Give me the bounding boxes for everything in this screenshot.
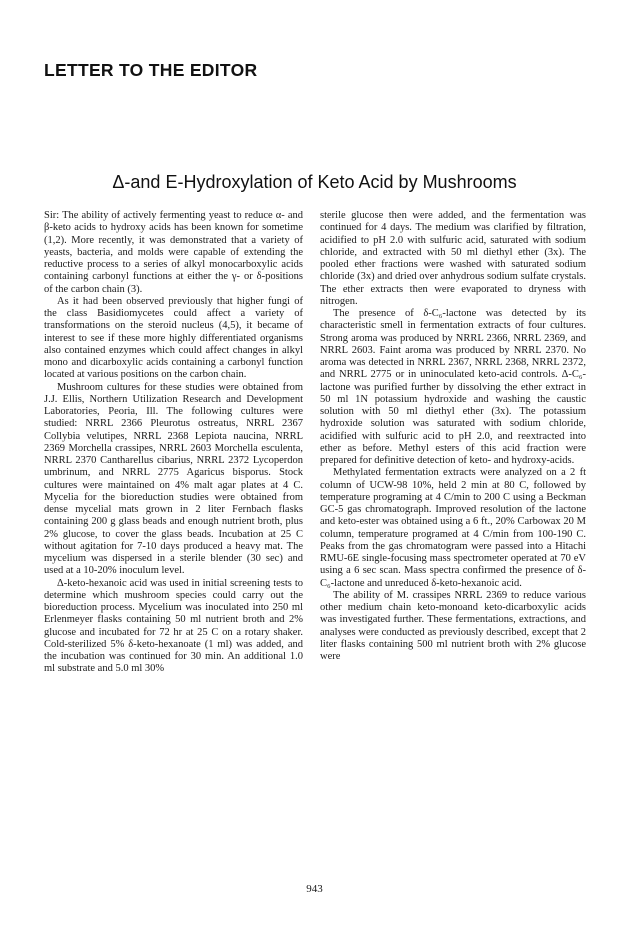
right-column xyxy=(320,210,586,663)
paragraph: Mushroom cultures for these studies were obtained from J.J. Ellis, Northern Utilization Research and Development Laboratories, Peoria, Ill. The following cultures were studied: NRRL 2366 Pleurotus ostreatus, NRRL 2367 Collybia velutipes, NRRL 2368 Lepiota naucina, NRRL 2369 Morchella crassipes, NRRL 2603 Morchella esculenta, NRRL 2370 Cantharellus cibarius, NRRL 2372 Lycoperdon umbrinum, and NRRL 2775 Agaricus bisporus. Stock cultures were maintained on 4% malt agar plates at 4 C. Mycelia for the bioreduction studies were obtained from dense mycelial mats grown in 2 liter Fernbach flasks containing 200 g glass beads and enough nutrient broth, plus 2% glucose, to cover the glass beads. Incubation at 25 C without agitation for 7-10 days produced a heavy mat. The mycelium was dispersed in a sterile blender (30 sec) and used at a 10-20% inoculum level. xyxy=(44,381,303,577)
paragraph: Δ-keto-hexanoic acid was used in initial screening tests to determine which mushroom species could carry out the bioreduction process. Mycelium was inoculated into 250 ml Erlenmeyer flasks containing 50 ml nutrient broth and 2% glucose and incubated for 72 hr at 25 C on a rotary shaker. Cold-sterilized 5% δ-keto-hexanoate (1 ml) was added, and the incubation was continued for 30 min. An additional 1.0 ml substrate and 5.0 ml 30% xyxy=(44,577,303,675)
page-number: 943 xyxy=(306,883,323,895)
paragraph: As it had been observed previously that higher fungi of the class Basidiomycetes could affect a variety of transformations on the steroid nucleus (4,5), it became of interest to see if these more highly differentiated organisms also contained enzymes which could affect changes in alkyl mono and dicarboxylic acids containing a carbonyl function located at various positions on the carbon chain. xyxy=(44,295,303,381)
paragraph: The ability of M. crassipes NRRL 2369 to reduce various other medium chain keto-monoand keto-dicarboxylic acids was investigated further. These fermentations, extractions, and analyses were conducted as previously described, except that 2 liter flasks containing 500 ml nutrient broth with 2% glucose were xyxy=(320,589,586,662)
paragraph: sterile glucose then were added, and the fermentation was continued for 4 days. The medium was clarified by filtration, acidified to pH 2.0 with sulfuric acid, saturated with sodium chloride, and extracted with 50 ml diethyl ether (3x). The pooled ether fractions were washed with saturated sodium chloride (3x) and dried over anhydrous sodium sulfate crystals. The ether extracts then were evaporated to dryness with nitrogen. xyxy=(320,210,586,307)
paragraph: Methylated fermentation extracts were analyzed on a 2 ft column of UCW-98 10%, held 2 min at 80 C, followed by temperature programing at 4 C/min to 200 C using a Beckman GC-5 gas chromatograph. Improved resolution of the lactone and keto-ester was obtained using a 6 ft., 20% Carbowax 20 M column, temperature programed at 4 C/min from 100-190 C. Peaks from the gas chromatogram were passed into a Hitachi RMU-6E single-focusing mass spectrometer operated at 70 eV using a 6 sec scan. Mass spectra confirmed the presence of δ-C₆-lactone and unreduced δ-keto-hexanoic acid. xyxy=(320,467,586,589)
paragraph: Sir: The ability of actively fermenting yeast to reduce α- and β-keto acids to hydroxy acids has been known for sometime (1,2). More recently, it was demonstrated that a variety of yeasts, bacteria, and molds were capable of extending the reductive process to a series of alkyl monocarboxylic acids containing carbonyl functions at either the γ- or δ-positions of the carbon chain (3). xyxy=(44,210,303,295)
paragraph: The presence of δ-C₆-lactone was detected by its characteristic smell in fermentation extracts of four cultures. Strong aroma was produced by NRRL 2366, NRRL 2369, and NRRL 2603. Faint aroma was produced by NRRL 2370. No aroma was detected in NRRL 2367, NRRL 2368, NRRL 2372, and NRRL 2775 or in uninoculated keto-acid controls. Δ-C₆-lactone was purified further by dissolving the ether extract in 50 ml 1N potassium hydroxide and washing the caustic solution with 50 ml diethyl ether (3x). The potassium hydroxide solution was saturated with sodium chloride, acidified with sulfuric acid to pH 2.0, and reextracted into ether as before. Methyl esters of this acid fraction were prepared for definitive detection of keto- and hydroxy-acids. xyxy=(320,308,586,466)
article-title: Δ-and Ε-Hydroxylation of Keto Acid by Mushrooms xyxy=(112,172,517,192)
left-column xyxy=(44,210,303,676)
section-heading: LETTER TO THE EDITOR xyxy=(44,60,258,80)
